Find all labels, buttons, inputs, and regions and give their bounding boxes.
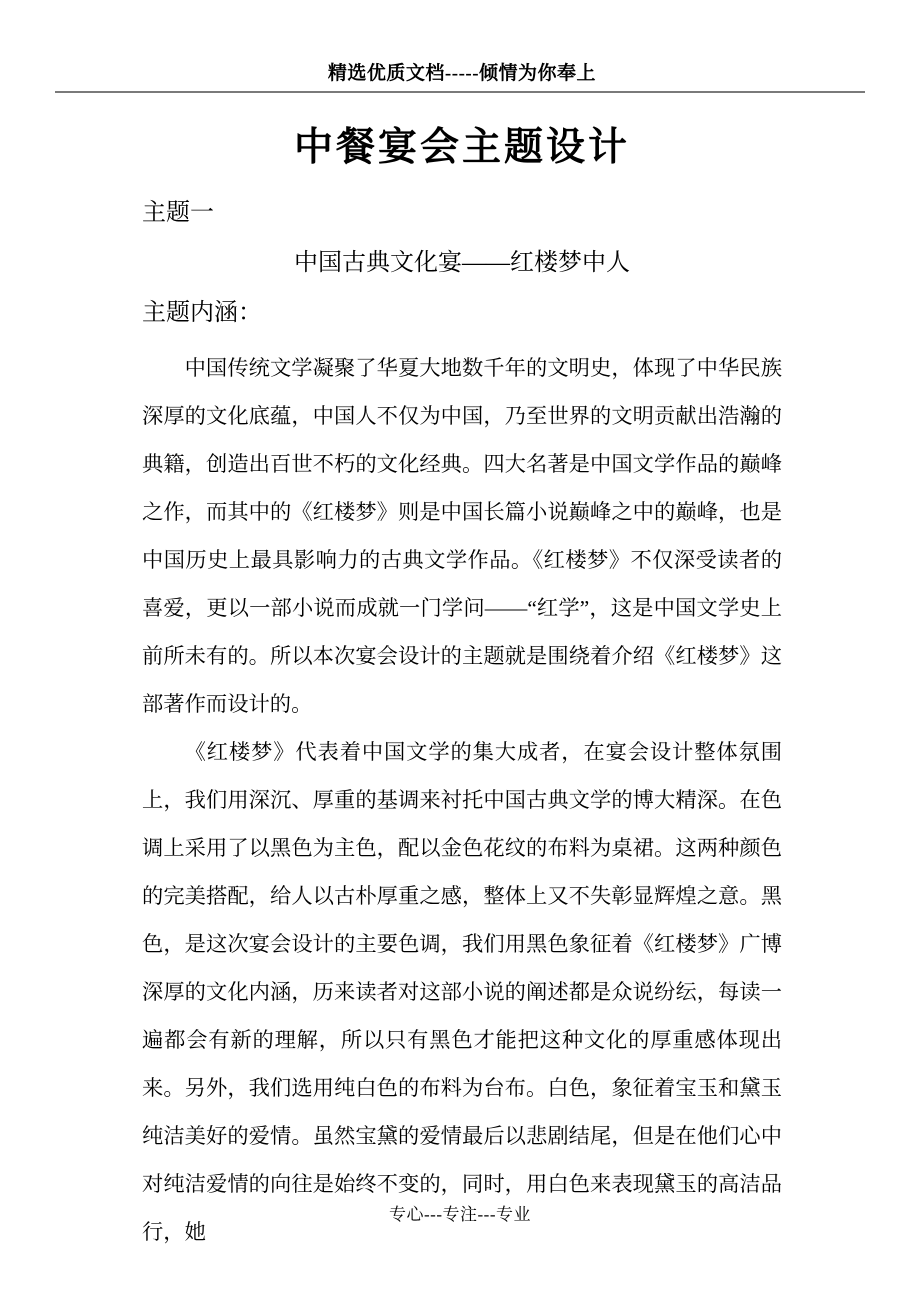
connotation-label: 主题内涵： (142, 300, 262, 326)
paragraph-2: 《红楼梦》代表着中国文学的集大成者，在宴会设计整体氛围上，我们用深沉、厚重的基调来衬托中国古典文学的博大精深。在色调上采用了以黑色为主色，配以金色花纹的布料为桌裙。这两种颜色的完美搭配，给人以古朴厚重之感，整体上又不失彰显辉煌之意。黑色，是这次宴会设计的主要色调，我们用黑色象征着《红楼梦》广博深厚的文化内涵，历来读者对这部小说的阐述都是众说纷纭，每读一遍都会有新的理解，所以只有黑色才能把这种文化的厚重感体现出来。另外，我们选用纯白色的布料为台布。白色，象征着宝玉和黛玉纯洁美好的爱情。虽然宝黛的爱情最后以悲剧结尾，但是在他们心中对纯洁爱情的向往是始终不变的，同时，用白色来表现黛玉的高洁品行，她 (142, 740, 782, 1244)
header-text: 精选优质文档-----倾情为你奉上 (327, 63, 597, 84)
document-body (142, 344, 782, 1256)
theme-label: 主题一 (142, 200, 214, 226)
document-header (142, 62, 782, 86)
page-title: 中餐宴会主题设计 (293, 126, 630, 169)
document-footer: 专心---专注---专业 (389, 1205, 531, 1224)
subtitle: 中国古典文化宴——红楼梦中人 (294, 250, 630, 276)
paragraph-1: 中国传统文学凝聚了华夏大地数千年的文明史，体现了中华民族深厚的文化底蕴，中国人不仅为中国，乃至世界的文明贡献出浩瀚的典籍，创造出百世不朽的文化经典。四大名著是中国文学作品的巅峰之作，而其中的《红楼梦》则是中国长篇小说巅峰之中的巅峰，也是中国历史上最具影响力的古典文学作品。《红楼梦》不仅深受读者的喜爱，更以一部小说而成就一门学问——“红学”，这是中国文学史上前所未有的。所以本次宴会设计的主题就是围绕着介绍《红楼梦》这部著作而设计的。 (142, 356, 782, 716)
header-divider (55, 91, 865, 93)
